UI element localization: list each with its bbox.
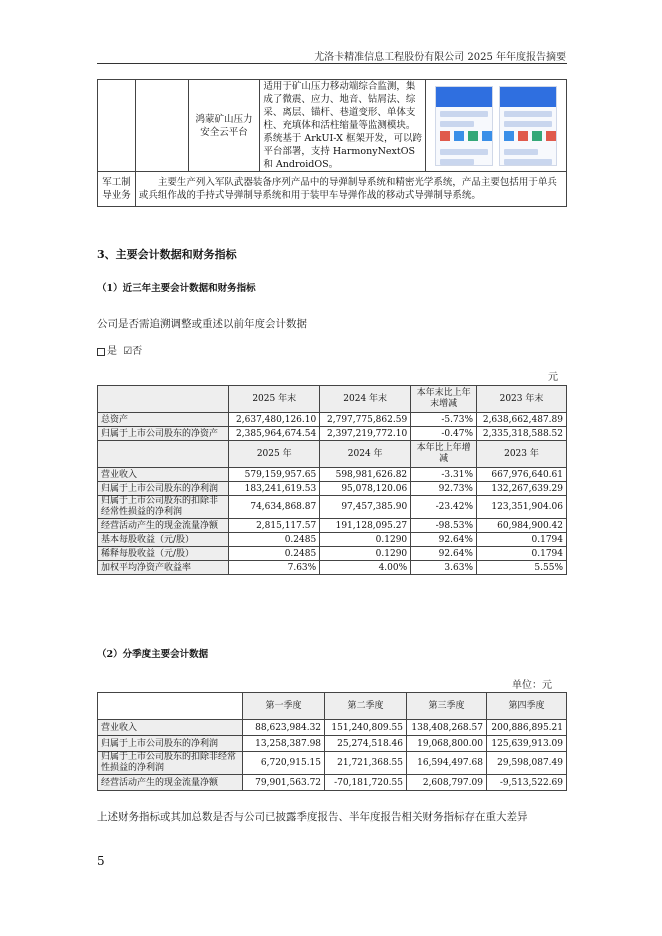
table-cell: 29,598,087.49 <box>486 752 566 775</box>
table-row <box>98 736 567 752</box>
table-cell: 92.64% <box>411 547 477 561</box>
table-cell: 183,241,619.53 <box>229 482 320 496</box>
table-cell: 营业收入 <box>98 720 243 736</box>
checkbox-checked-icon: ☑ <box>123 346 133 357</box>
table-cell: 经营活动产生的现金流量净额 <box>98 519 229 533</box>
table-cell: -5.73% <box>411 413 477 427</box>
table-row <box>98 752 567 775</box>
table-cell: 13,258,387.98 <box>243 736 325 752</box>
table-cell: 579,159,957.65 <box>229 468 320 482</box>
table-cell: 第一季度 <box>243 693 325 720</box>
table-cell: 92.73% <box>411 482 477 496</box>
table-cell: 138,408,268.57 <box>406 720 486 736</box>
table-row <box>98 519 567 533</box>
app-screen-image <box>435 86 493 166</box>
table-cell: 2,397,219,772.10 <box>320 427 411 441</box>
subsection-title: （1）近三年主要会计数据和财务指标 <box>97 283 256 294</box>
table-cell: 2,608,797.09 <box>406 775 486 791</box>
table-cell: 598,981,626.82 <box>320 468 411 482</box>
table-cell: 95,078,120.06 <box>320 482 411 496</box>
product-table <box>97 79 567 207</box>
quarterly-table <box>97 692 567 791</box>
table-cell: 0.2485 <box>229 547 320 561</box>
table-cell: 2,335,318,588.52 <box>477 427 567 441</box>
table-cell: 归属于上市公司股东的扣除非经常性损益的净利润 <box>98 496 229 519</box>
table-cell: 5.55% <box>477 561 567 575</box>
table-cell: 0.2485 <box>229 533 320 547</box>
table-cell: 归属于上市公司股东的净利润 <box>98 482 229 496</box>
table-header-row <box>98 693 567 720</box>
table-cell: 88,623,984.32 <box>243 720 325 736</box>
table-cell: 2,638,662,487.89 <box>477 413 567 427</box>
app-screen-image <box>499 86 557 166</box>
header-divider <box>97 63 567 64</box>
table-cell: 稀释每股收益（元/股） <box>98 547 229 561</box>
table-cell: 25,274,518.46 <box>325 736 407 752</box>
table-cell: 191,128,095.27 <box>320 519 411 533</box>
table-cell: 79,901,563.72 <box>243 775 325 791</box>
answer-yes: 是 <box>107 346 117 357</box>
table-cell: 总资产 <box>98 413 229 427</box>
product-screenshot <box>426 80 567 172</box>
subsection-title: （2）分季度主要会计数据 <box>97 649 209 660</box>
page-header: 尤洛卡精准信息工程股份有限公司 2025 年年度报告摘要 <box>314 52 566 63</box>
table-cell: 归属于上市公司股东的净利润 <box>98 736 243 752</box>
table-cell: 2024 年 <box>320 441 411 468</box>
table-cell: -98.53% <box>411 519 477 533</box>
table-cell: 本年比上年增减 <box>411 441 477 468</box>
product-description: 适用于矿山压力移动端综合监测，集成了微震、应力、地音、钻屑法、综采、离层、锚杆、巷道变形、单体支柱、充填体和活柱缩量等监测模块。系统基于 ArkUI-X 框架开发，可以跨平台部署，支持 HarmonyNextOS 和 AndroidOS。 <box>260 80 426 172</box>
restatement-question: 公司是否需追溯调整或重述以前年度会计数据 <box>97 318 307 330</box>
table-cell: -23.42% <box>411 496 477 519</box>
empty-cell <box>135 80 188 172</box>
table-cell: 667,976,640.61 <box>477 468 567 482</box>
table-cell: 第三季度 <box>406 693 486 720</box>
table-cell: 151,240,809.55 <box>325 720 407 736</box>
table-cell: 2,385,964,674.54 <box>229 427 320 441</box>
table-row <box>98 468 567 482</box>
table-row <box>98 496 567 519</box>
product-name: 鸿蒙矿山压力安全云平台 <box>188 80 260 172</box>
table-cell: 2,815,117.57 <box>229 519 320 533</box>
table-cell: -9,513,522.69 <box>486 775 566 791</box>
table-row <box>98 720 567 736</box>
table-cell: 132,267,639.29 <box>477 482 567 496</box>
table-cell: 21,721,368.55 <box>325 752 407 775</box>
unit-label: 单位：元 <box>512 680 552 691</box>
table-cell: 97,457,385.90 <box>320 496 411 519</box>
table-cell: 6,720,915.15 <box>243 752 325 775</box>
unit-label: 元 <box>548 372 558 383</box>
table-header-row <box>98 386 567 413</box>
checkbox-unchecked-icon <box>97 348 105 356</box>
table-cell: -3.31% <box>411 468 477 482</box>
table-cell: 200,886,895.21 <box>486 720 566 736</box>
page-number: 5 <box>97 854 105 868</box>
table-cell: 2023 年 <box>477 441 567 468</box>
table-row <box>98 482 567 496</box>
table-cell: 基本每股收益（元/股） <box>98 533 229 547</box>
restatement-answer <box>97 342 142 357</box>
table-cell: 2025 年末 <box>229 386 320 413</box>
annual-financial-table <box>97 385 567 575</box>
table-cell: 0.1290 <box>320 533 411 547</box>
table-row <box>98 413 567 427</box>
table-row <box>98 427 567 441</box>
table-cell <box>98 386 229 413</box>
table-cell: 0.1794 <box>477 533 567 547</box>
footer-question: 上述财务指标或其加总数是否与公司已披露季度报告、半年度报告相关财务指标存在重大差异 <box>97 811 528 823</box>
table-cell: 4.00% <box>320 561 411 575</box>
table-row <box>98 561 567 575</box>
table-cell: 123,351,904.06 <box>477 496 567 519</box>
answer-no: 否 <box>132 346 143 357</box>
table-cell: 归属于上市公司股东的净资产 <box>98 427 229 441</box>
table-cell: 营业收入 <box>98 468 229 482</box>
table-cell: 2024 年末 <box>320 386 411 413</box>
business-category: 军工制导业务 <box>98 172 136 207</box>
business-description: 主要生产列入军队武器装备序列产品中的导弹制导系统和精密光学系统，产品主要包括用于单兵或兵组作战的手持式导弹制导系统和用于装甲车导弹作战的移动式导弹制导系统。 <box>135 172 566 207</box>
table-cell: 2023 年末 <box>477 386 567 413</box>
table-cell: -70,181,720.55 <box>325 775 407 791</box>
table-row <box>98 775 567 791</box>
table-cell: 2,637,480,126.10 <box>229 413 320 427</box>
table-row <box>98 547 567 561</box>
table-cell: 16,594,497.68 <box>406 752 486 775</box>
table-header-row <box>98 441 567 468</box>
table-cell: -0.47% <box>411 427 477 441</box>
table-cell: 加权平均净资产收益率 <box>98 561 229 575</box>
section-title: 3、主要会计数据和财务指标 <box>97 248 237 261</box>
table-cell: 本年末比上年末增减 <box>411 386 477 413</box>
table-cell: 19,068,800.00 <box>406 736 486 752</box>
table-cell: 2025 年 <box>229 441 320 468</box>
table-cell: 0.1794 <box>477 547 567 561</box>
table-cell: 2,797,775,862.59 <box>320 413 411 427</box>
table-cell <box>98 693 243 720</box>
table-row <box>98 533 567 547</box>
table-cell: 经营活动产生的现金流量净额 <box>98 775 243 791</box>
empty-cell <box>98 80 136 172</box>
table-cell: 60,984,900.42 <box>477 519 567 533</box>
table-cell: 归属于上市公司股东的扣除非经常性损益的净利润 <box>98 752 243 775</box>
table-cell: 第二季度 <box>325 693 407 720</box>
table-cell: 125,639,913.09 <box>486 736 566 752</box>
table-cell: 第四季度 <box>486 693 566 720</box>
table-cell: 7.63% <box>229 561 320 575</box>
table-cell <box>98 441 229 468</box>
table-cell: 74,634,868.87 <box>229 496 320 519</box>
table-cell: 92.64% <box>411 533 477 547</box>
table-cell: 0.1290 <box>320 547 411 561</box>
table-cell: 3.63% <box>411 561 477 575</box>
